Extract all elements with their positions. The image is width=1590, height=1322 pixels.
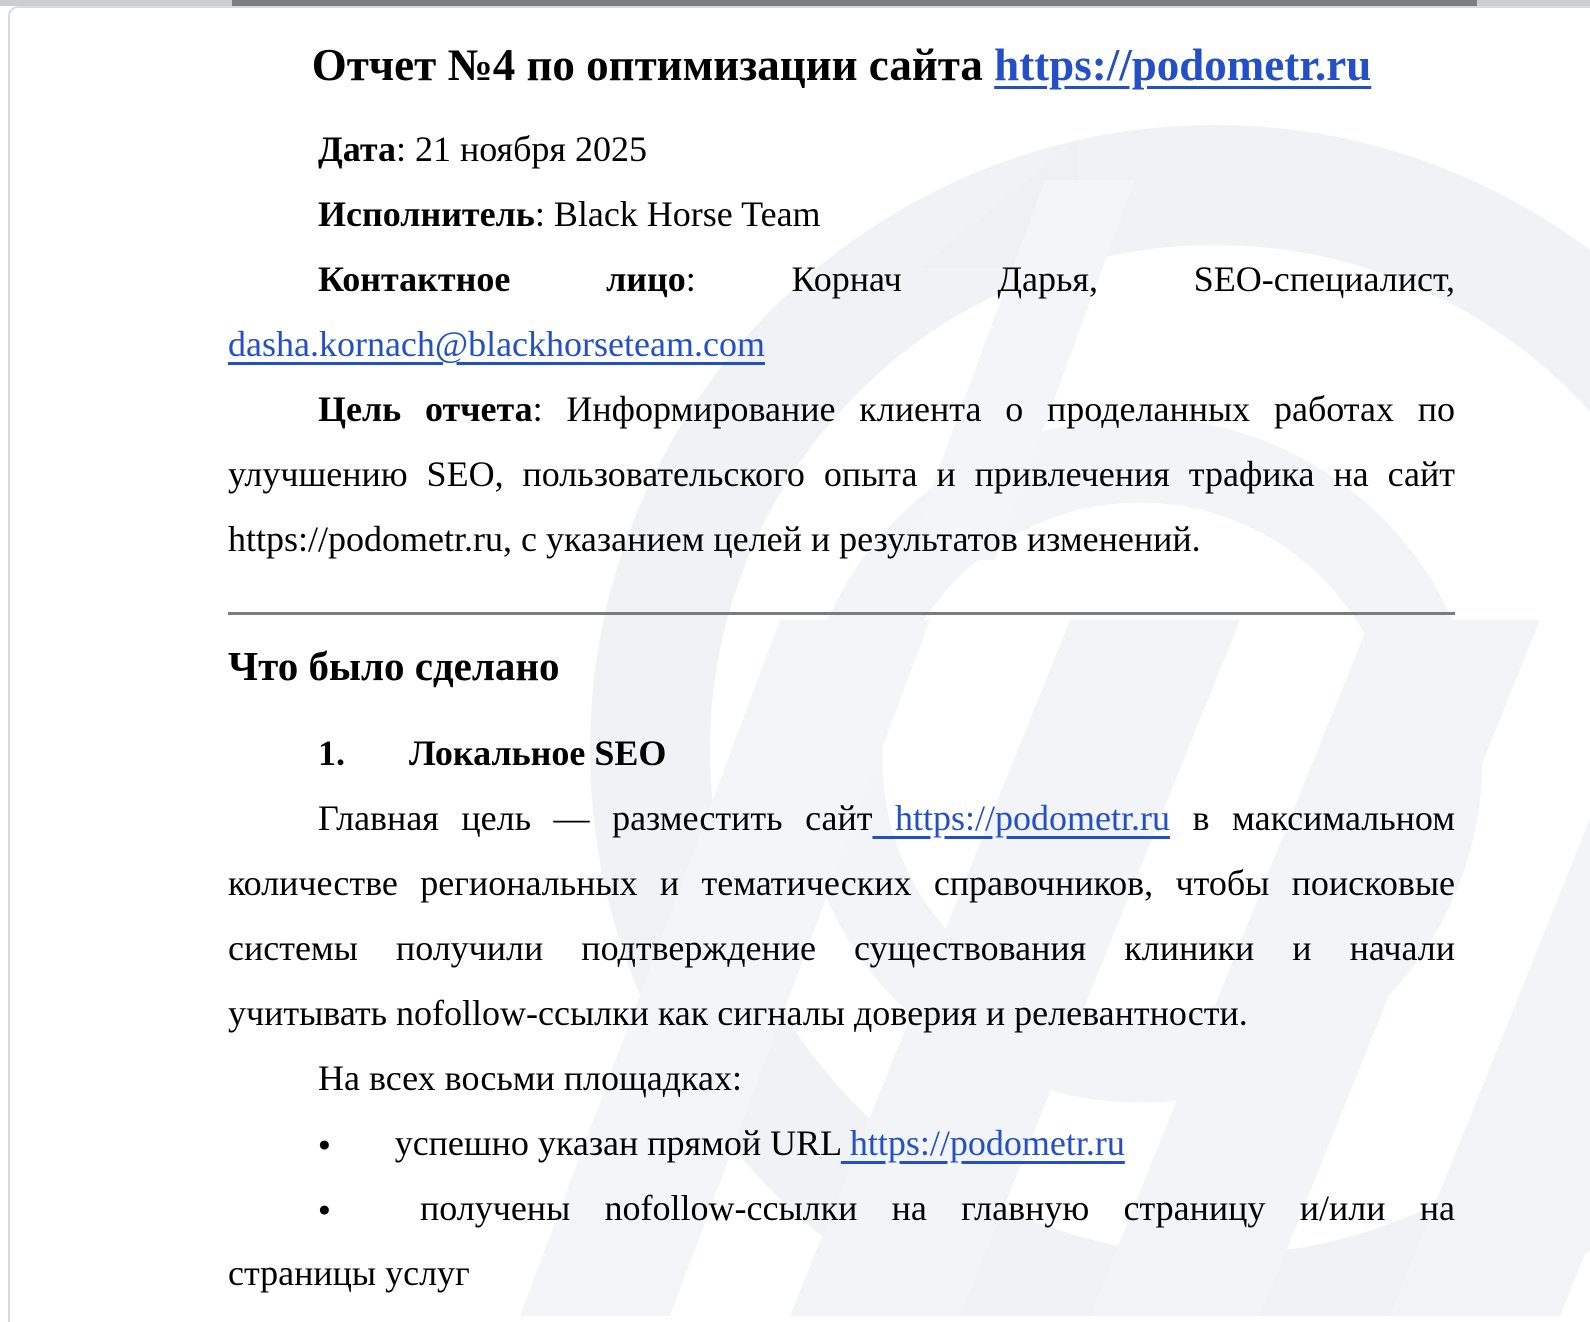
local-seo-line-1 bbox=[228, 786, 1455, 851]
text-run: Дата bbox=[318, 129, 396, 169]
bullet-icon: ● bbox=[318, 1197, 356, 1221]
horizontal-scrollbar-track bbox=[0, 0, 1590, 6]
goal-line-1 bbox=[228, 377, 1455, 442]
hyperlink[interactable]: dasha.kornach@blackhorseteam.com bbox=[228, 324, 765, 364]
text-run: : Информирование клиента о проделанных работах по bbox=[532, 389, 1455, 429]
platforms-intro-line bbox=[228, 1046, 1455, 1111]
executor-line bbox=[228, 182, 1455, 247]
text-run: Локальное SEO bbox=[409, 733, 667, 773]
text-run: Что было сделано bbox=[228, 643, 560, 689]
text-run: страницы услуг bbox=[228, 1253, 470, 1293]
text-run: получены nofollow-ссылки на главную страницу и/или на bbox=[419, 1188, 1455, 1228]
text-run: количестве региональных и тематических справочников, чтобы поисковые bbox=[228, 863, 1455, 903]
text-run: системы получили подтверждение существования клиники и начали bbox=[228, 928, 1455, 968]
hyperlink[interactable]: https://podometr.ru bbox=[872, 798, 1170, 838]
goal-line-3 bbox=[228, 507, 1455, 572]
text-run: улучшению SEO, пользовательского опыта и привлечения трафика на сайт bbox=[228, 454, 1455, 494]
local-seo-line-2 bbox=[228, 851, 1455, 916]
numbered-item-local-seo bbox=[228, 721, 1455, 786]
text-run: На всех восьми площадках: bbox=[318, 1058, 742, 1098]
text-run: Цель отчета bbox=[318, 389, 533, 429]
text-run: Отчет №4 по оптимизации сайта bbox=[311, 40, 995, 90]
bullet-icon: ● bbox=[318, 1132, 331, 1156]
text-run: в максимальном bbox=[1170, 798, 1455, 838]
local-seo-line-4 bbox=[228, 981, 1455, 1046]
contact-email-line bbox=[228, 312, 1455, 377]
text-run: успешно указан прямой URL bbox=[394, 1123, 841, 1163]
local-seo-line-3 bbox=[228, 916, 1455, 981]
section-divider bbox=[228, 572, 1455, 615]
text-run: Исполнитель bbox=[318, 194, 535, 234]
text-run: https://podometr.ru, с указанием целей и результатов изменений. bbox=[228, 519, 1201, 559]
text-run: Главная цель — разместить сайт bbox=[318, 798, 873, 838]
text-run: : Корнач Дарья, SEO-специалист, bbox=[685, 259, 1455, 299]
text-run: : 21 ноября 2025 bbox=[395, 129, 647, 169]
bullet-item-nofollow-cont bbox=[228, 1241, 1455, 1306]
text-run: учитывать nofollow-ссылки как сигналы доверия и релевантности. bbox=[228, 993, 1248, 1033]
hyperlink[interactable]: https://podometr.ru bbox=[840, 1123, 1125, 1163]
text-run: : Black Horse Team bbox=[534, 194, 821, 234]
report-title bbox=[228, 28, 1455, 103]
goal-line-2 bbox=[228, 442, 1455, 507]
section-heading bbox=[228, 629, 1455, 704]
date-line bbox=[228, 117, 1455, 182]
document-content bbox=[228, 28, 1455, 1306]
bullet-item-nofollow bbox=[228, 1176, 1455, 1241]
bullet-item-url bbox=[228, 1111, 1455, 1176]
list-number: 1. bbox=[318, 733, 345, 773]
contact-line bbox=[228, 247, 1455, 312]
horizontal-scrollbar-thumb[interactable] bbox=[232, 0, 1477, 6]
text-run: Контактное лицо bbox=[318, 259, 686, 299]
hyperlink[interactable]: https://podometr.ru bbox=[994, 40, 1372, 90]
